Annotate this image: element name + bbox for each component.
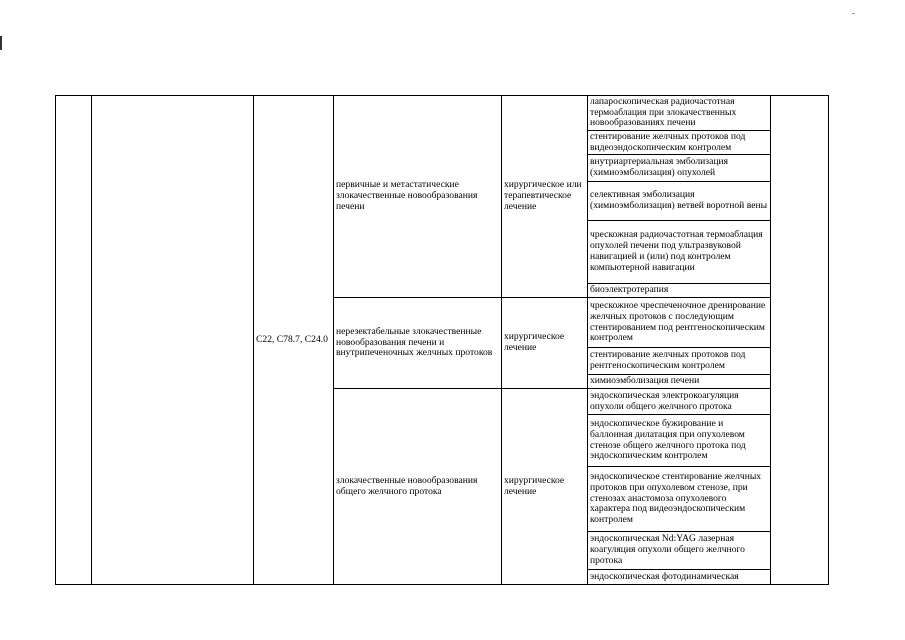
method-name-cell	[92, 96, 254, 585]
procedure-cell: чрескожная радиочастотная термоаблация опухолей печени под ультразвуковой навигацией и (или) под контролем компьютерной навигации	[588, 221, 771, 284]
procedure-cell: эндоскопическое бужирование и баллонная дилатация при опухолевом стенозе общего желчного протока под эндоскопическим контролем	[588, 415, 771, 467]
procedure-cell: стентирование желчных протоков под видеоэндоскопическим контролем	[588, 131, 771, 155]
page-edge-mark	[0, 36, 2, 50]
procedure-cell: эндоскопическая электрокоагуляция опухоли общего желчного протока	[588, 389, 771, 415]
procedure-cell: эндоскопическая Nd:YAG лазерная коагуляция опухоли общего желчного протока	[588, 532, 771, 570]
index-cell	[56, 96, 92, 585]
procedure-cell: селективная эмболизация (химиоэмболизация) ветвей воротной вены	[588, 182, 771, 221]
diagnosis-cell: нерезектабельные злокачественные новообразования печени и внутрипеченочных желчных протоков	[334, 298, 502, 389]
procedure-cell: химиоэмболизация печени	[588, 375, 771, 389]
funding-cell	[771, 96, 829, 585]
treatment-type-cell: хирургическое или терапевтическое лечение	[502, 96, 588, 298]
scan-speck	[852, 13, 855, 14]
treatment-type-cell: хирургическое лечение	[502, 389, 588, 585]
medical-procedures-table	[55, 95, 829, 585]
procedure-cell: эндоскопическое стентирование желчных протоков при опухолевом стенозе, при стенозах анастомоза опухолевого характера под видеоэндоскопическим контролем	[588, 467, 771, 532]
diagnosis-cell: злокачественные новообразования общего желчного протока	[334, 389, 502, 585]
treatment-type-cell: хирургическое лечение	[502, 298, 588, 389]
procedure-cell: биоэлектротерапия	[588, 284, 771, 298]
procedure-cell: стентирование желчных протоков под рентгеноскопическим контролем	[588, 348, 771, 375]
table-row	[56, 96, 829, 131]
procedure-cell: внутриартериальная эмболизация (химиоэмболизация) опухолей	[588, 155, 771, 182]
procedure-cell: лапароскопическая радиочастотная термоаблация при злокачественных новообразованиях печени	[588, 96, 771, 131]
procedure-cell: эндоскопическая фотодинамическая	[588, 570, 771, 585]
diagnosis-cell: первичные и метастатические злокачественные новообразования печени	[334, 96, 502, 298]
icd-codes-cell: C22, C78.7, C24.0	[254, 96, 334, 585]
procedure-cell: чрескожное чреспеченочное дренирование желчных протоков с последующим стентированием под рентгеноскопическим контролем	[588, 298, 771, 348]
